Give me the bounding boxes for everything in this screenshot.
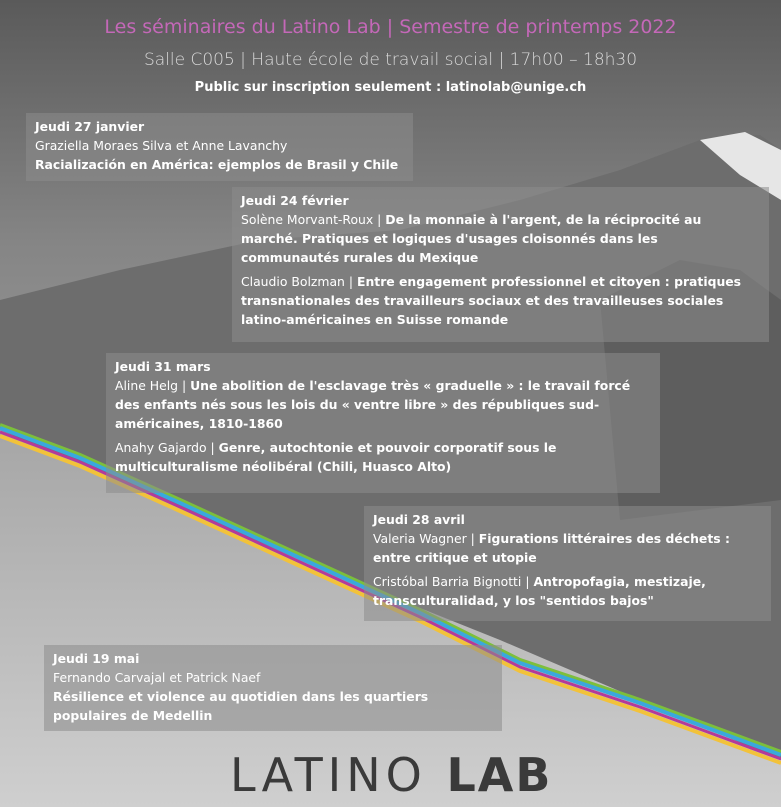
session-speaker: Solène Morvant-Roux [241,212,374,227]
session-speaker: Aline Helg [115,378,179,393]
session-speaker: Cristóbal Barria Bignotti [373,574,522,589]
page-title: Les séminaires du Latino Lab | Semestre de printemps 2022 [104,16,677,38]
session-talk-title: De la monnaie à l'argent, de la réciprocité au marché. Pratiques et logiques d'usages cloisonnés dans les communautés rurales du Mexique [241,212,702,265]
session-card: Jeudi 24 février Solène Morvant-Roux | De la monnaie à l'argent, de la réciprocité au marché. Pratiques et logiques d'usages cloisonnés dans les communautés rurales du Mexique Claudio Bolzman | Entre engagement professionnel et citoyen : pratiques transnationales des travailleurs sociaux et des travailleuses sociales latino-américaines en Suisse romande [232,187,769,342]
session-card [26,113,413,181]
session-speaker: Valeria Wagner [373,531,467,546]
session-talk-title: Résilience et violence au quotidien dans les quartiers populaires de Medellin [53,689,429,723]
latino-lab-logo [230,748,552,802]
session-talk-title: Racialización en América: ejemplos de Brasil y Chile [35,157,399,172]
logo-bold-text: LAB [446,748,553,802]
session-talk-title: Figurations littéraires des déchets : entre critique et utopie [373,531,730,565]
session-date: Jeudi 24 février [241,193,349,208]
session-speaker: Claudio Bolzman [241,274,345,289]
session-speaker: Fernando Carvajal et Patrick Naef [53,670,261,685]
session-speaker: Anahy Gajardo [115,440,207,455]
venue-subtitle: Salle C005 | Haute école de travail social | 17h00 – 18h30 [143,50,638,70]
session-date: Jeudi 19 mai [53,651,140,666]
session-date: Jeudi 27 janvier [35,119,145,134]
session-speaker: Graziella Moraes Silva et Anne Lavanchy [35,138,288,153]
session-talk-title: Entre engagement professionnel et citoyen : pratiques transnationales des travailleurs sociaux et des travailleuses sociales latino-américaines en Suisse romande [241,274,742,327]
session-date: Jeudi 31 mars [115,359,211,374]
session-date: Jeudi 28 avril [373,512,465,527]
logo-light-text: LATINO [230,748,427,802]
session-talk-title: Genre, autochtonie et pouvoir corporatif sous le multiculturalisme néolibéral (Chili, Huasco Alto) [115,440,557,474]
session-card: Jeudi 31 mars Aline Helg | Une abolition de l'esclavage très « graduelle » : le travail forcé des enfants nés sous les lois du « ventre libre » des républiques sud-américaines, 1810-1860 Anahy Gajardo | Genre, autochtonie et pouvoir corporatif sous le multiculturalisme néolibéral (Chili, Huasco Alto) [106,353,660,493]
session-card: Jeudi 28 avril Valeria Wagner | Figurations littéraires des déchets : entre critique et utopie Cristóbal Barria Bignotti | Antropofagia, mestizaje, transculturalidad, y los "sentidos bajos" [364,506,771,621]
registration-notice: Public sur inscription seulement : latinolab@unige.ch [194,80,587,95]
session-card [44,645,502,731]
session-talk-title: Une abolition de l'esclavage très « graduelle » : le travail forcé des enfants nés sous les lois du « ventre libre » des républiques sud-américaines, 1810-1860 [115,378,631,431]
session-talk-title: Antropofagia, mestizaje, transculturalidad, y los "sentidos bajos" [373,574,706,608]
